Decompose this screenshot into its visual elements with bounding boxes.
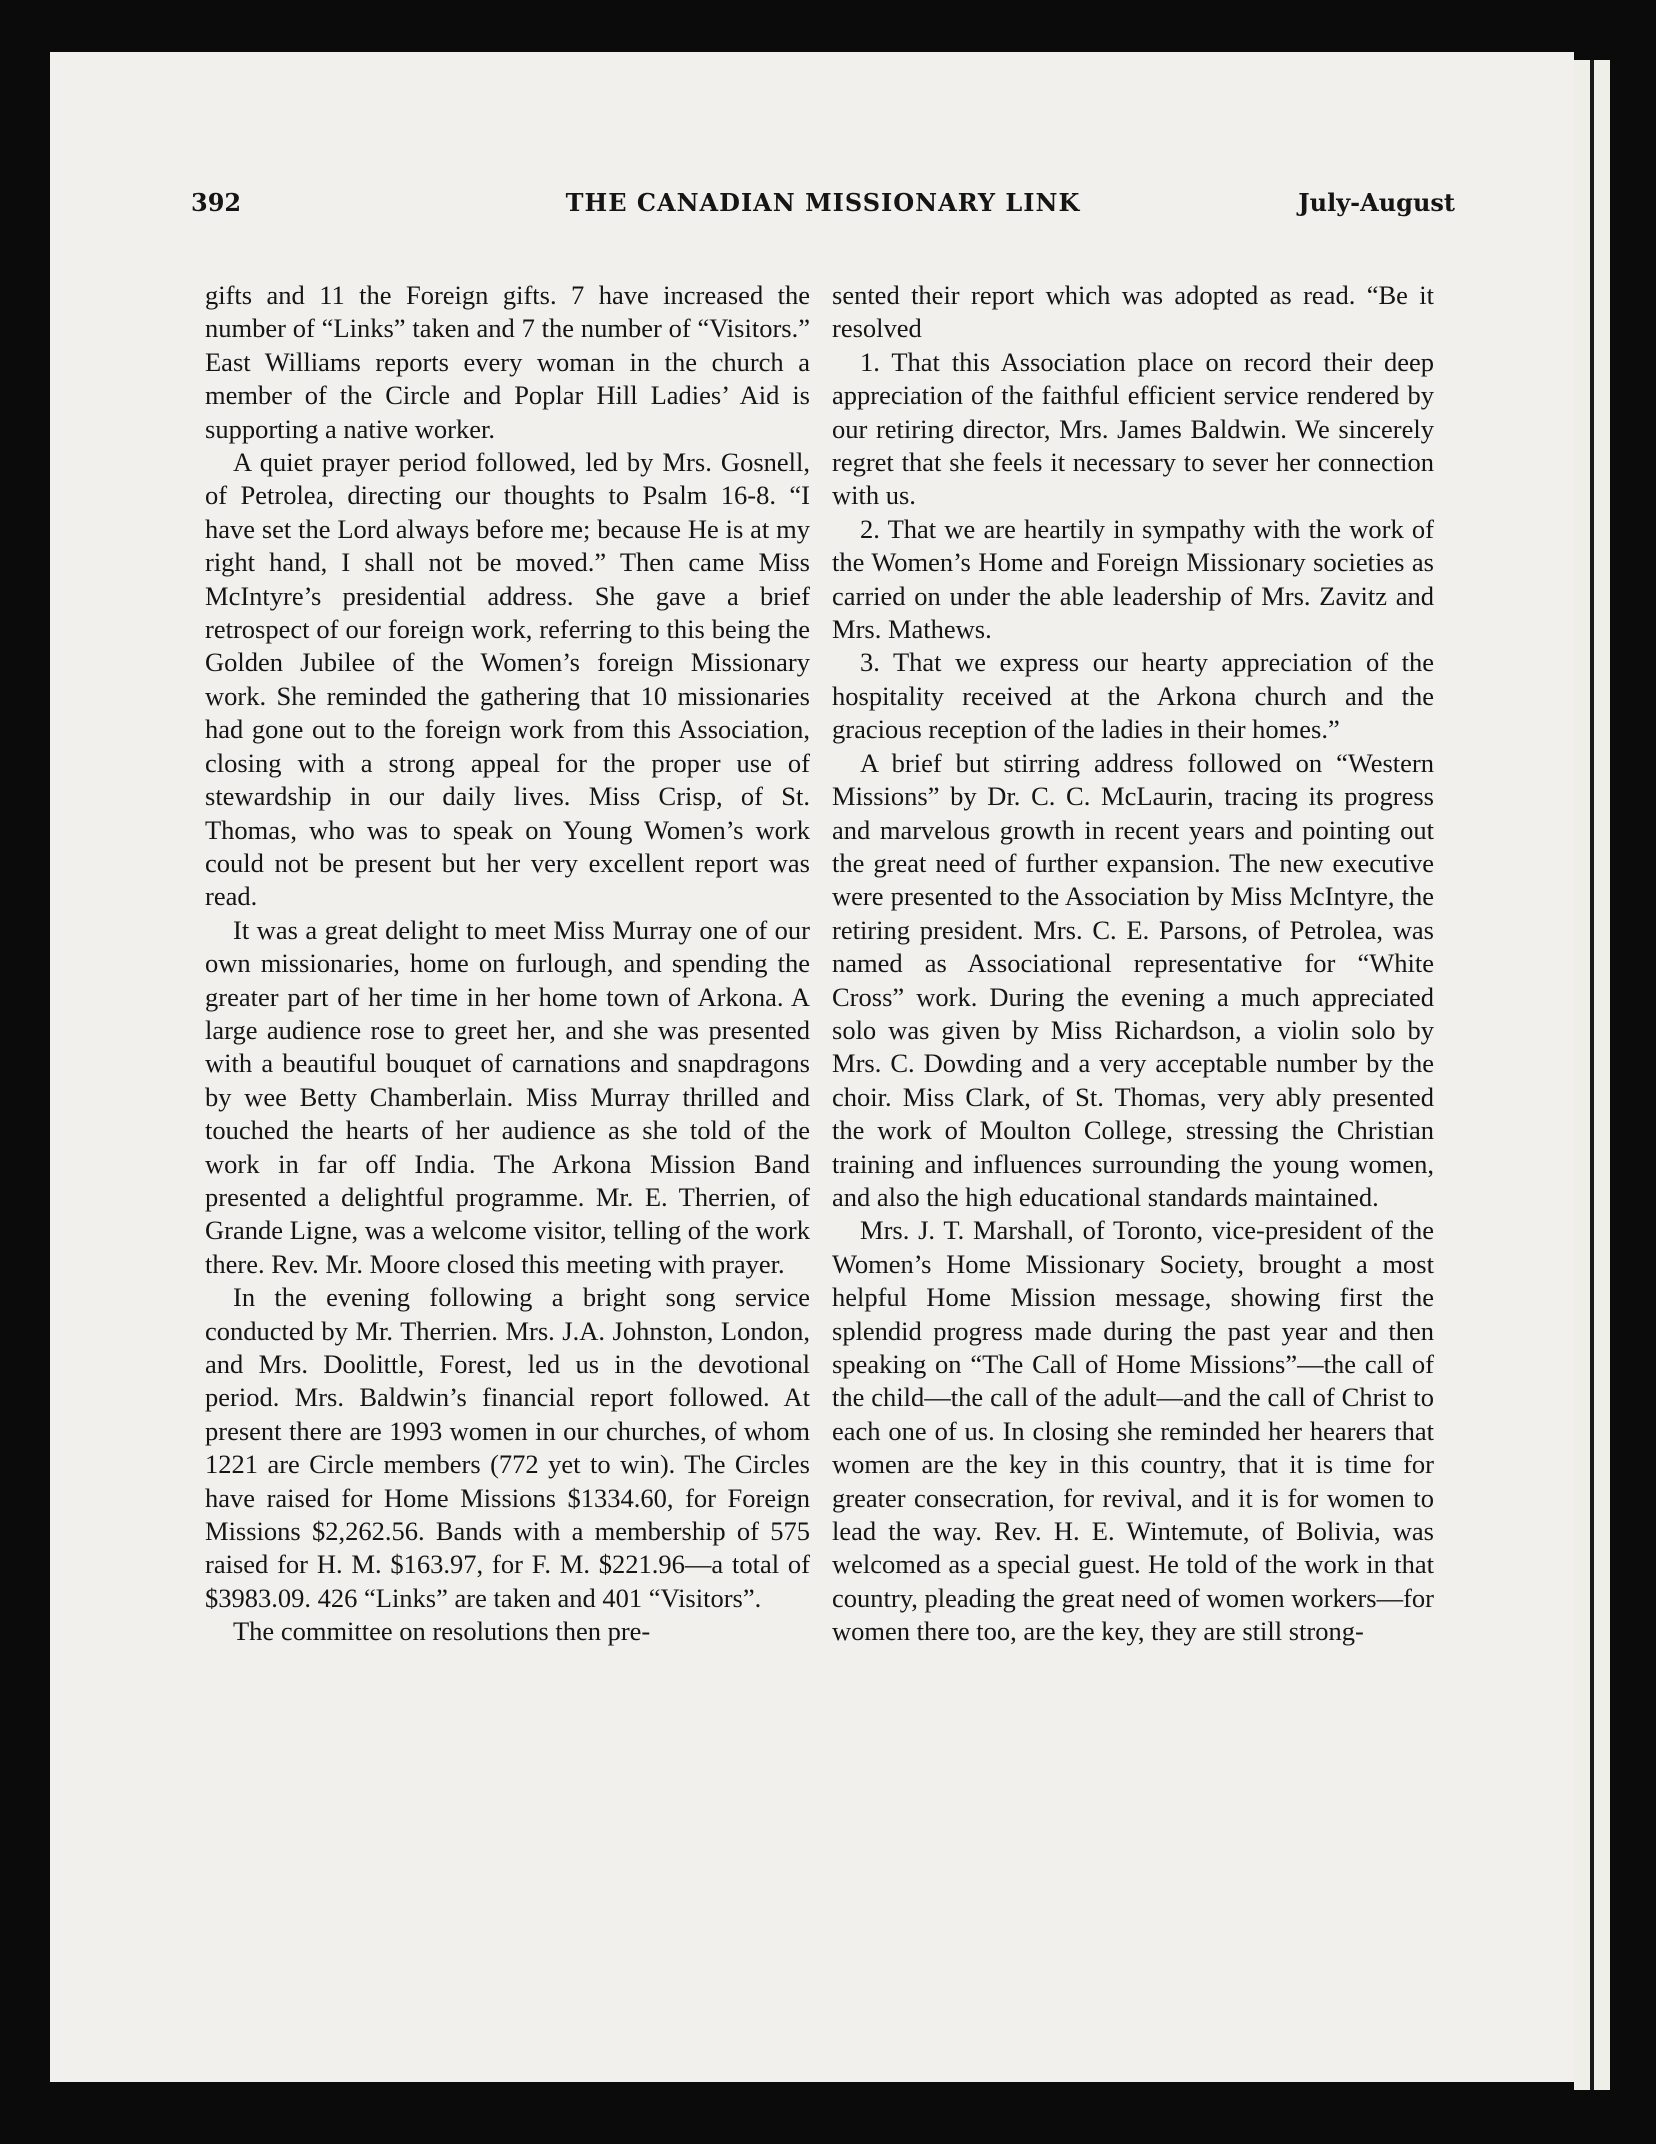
paragraph: It was a great delight to meet Miss Murray one of our own missionaries, home on furlough, and spending the greater part of her time in her home town of Arkona. A large audience rose to greet her, and she was presented with a beautiful bouquet of carnations and snapdragons by wee Betty Chamberlain. Miss Murray thrilled and touched the hearts of her audience as she told of the work in far off India. The Arkona Mission Band presented a delightful programme. Mr. E. Therrien, of Grande Ligne, was a welcome visitor, telling of the work there. Rev. Mr. Moore closed this meeting with prayer. bbox=[205, 914, 810, 1279]
page-number: 392 bbox=[191, 188, 242, 217]
page-edge-line bbox=[1590, 60, 1594, 2090]
paragraph: In the evening following a bright song service conducted by Mr. Therrien. Mrs. J.A. Johnston, London, and Mrs. Doolittle, Forest, led us in the devotional period. Mrs. Baldwin’s financial report followed. At present there are 1993 women in our churches, of whom 1221 are Circle members (772 yet to win). The Circles have raised for Home Missions $1334.60, for Foreign Missions $2,262.56. Bands with a membership of 575 raised for H. M. $163.97, for F. M. $221.96—a total of $3983.09. 426 “Links” are taken and 401 “Visitors”. bbox=[205, 1282, 810, 1613]
running-header bbox=[191, 178, 1455, 228]
paragraph: A quiet prayer period followed, led by Mrs. Gosnell, of Petrolea, directing our thoughts to Psalm 16-8. “I have set the Lord always before me; because He is at my right hand, I shall not be moved.” Then came Miss McIntyre’s presidential address. She gave a brief retrospect of our foreign work, referring to this being the Golden Jubilee of the Women’s foreign Missionary work. She reminded the gathering that 10 missionaries had gone out to the foreign work from this Association, closing with a strong appeal for the proper use of stewardship in our daily lives. Miss Crisp, of St. Thomas, who was to speak on Young Women’s work could not be present but her very excellent report was read. bbox=[205, 447, 810, 912]
paragraph: The committee on resolutions then pre- bbox=[233, 1616, 651, 1647]
left-column bbox=[205, 279, 810, 1649]
right-column bbox=[832, 279, 1434, 1649]
paragraph: gifts and 11 the Foreign gifts. 7 have increased the number of “Links” taken and 7 the number of “Visitors.” East Williams reports every woman in the church a member of the Circle and Poplar Hill Ladies’ Aid is supporting a native worker. bbox=[205, 280, 810, 444]
resolution-item: 1. That this Association place on record their deep appreciation of the faithful efficient service rendered by our retiring director, Mrs. James Baldwin. We sincerely regret that she feels it necessary to sever her connection with us. bbox=[832, 346, 1434, 511]
paragraph: sented their report which was adopted as read. “Be it resolved bbox=[832, 280, 1434, 344]
paragraph: A brief but stirring address followed on “Western Missions” by Dr. C. C. McLaurin, tracing its progress and marvelous growth in recent years and pointing out the great need of further expansion. The new executive were presented to the Association by Miss McIntyre, the retiring president. Mrs. C. E. Parsons, of Petrolea, was named as Associational representative for “White Cross” work. During the evening a much appreciated solo was given by Miss Richardson, a violin solo by Mrs. C. Dowding and a very acceptable number by the choir. Miss Clark, of St. Thomas, very ably presented the work of Moulton College, stressing the Christian training and influences surrounding the young women, and also the high educational standards maintained. bbox=[832, 747, 1434, 1212]
resolution-item: 2. That we are heartily in sympathy with the work of the Women’s Home and Foreign Missionary societies as carried on under the able leadership of Mrs. Zavitz and Mrs. Mathews. bbox=[832, 513, 1434, 645]
resolution-item: 3. That we express our hearty appreciation of the hospitality received at the Arkona church and the gracious reception of the ladies in their homes.” bbox=[832, 647, 1434, 745]
issue-date: July-August bbox=[1298, 188, 1455, 217]
paragraph: Mrs. J. T. Marshall, of Toronto, vice-president of the Women’s Home Missionary Society, brought a most helpful Home Mission message, showing first the splendid progress made during the past year and then speaking on “The Call of Home Missions”—the call of the child—the call of the adult—and the call of Christ to each one of us. In closing she reminded her hearers that women are the key in this country, that it is time for greater consecration, for revival, and it is for women to lead the way. Rev. H. E. Wintemute, of Bolivia, was welcomed as a special guest. He told of the work in that country, pleading the great need of women workers—for women there too, are the key, they are still strong- bbox=[832, 1215, 1434, 1647]
publication-title: THE CANADIAN MISSIONARY LINK bbox=[565, 188, 1081, 217]
